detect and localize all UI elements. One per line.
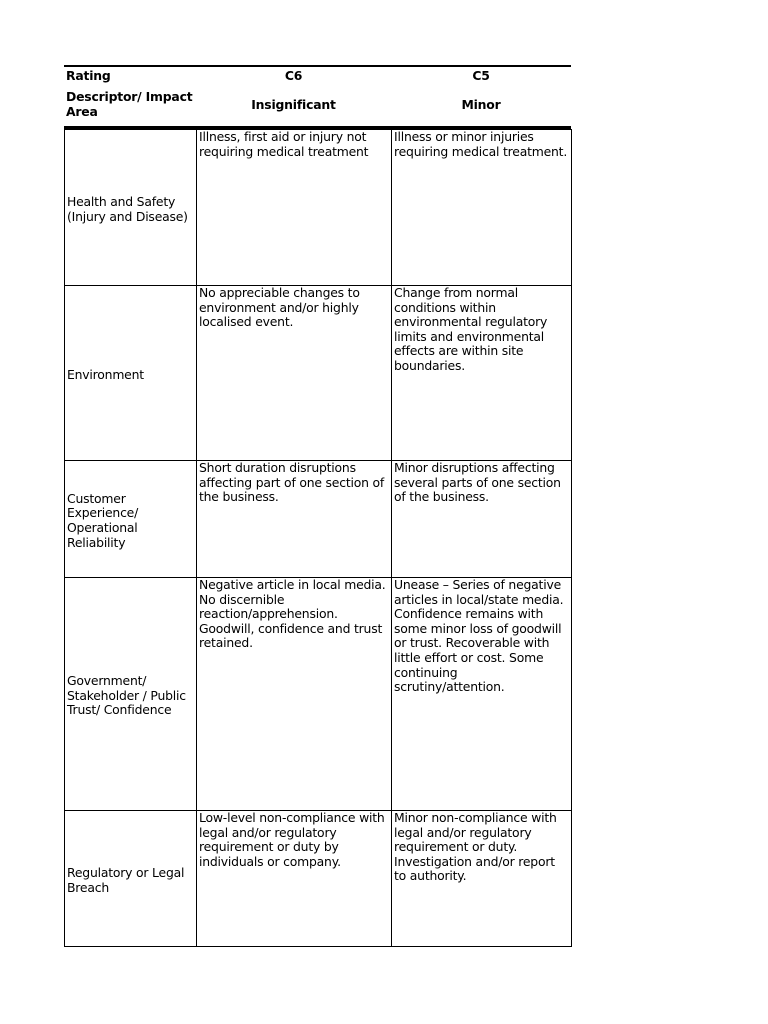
level-minor: Minor	[461, 97, 501, 112]
rating-c6: C6	[284, 68, 303, 83]
impact-area: Environment	[65, 286, 197, 461]
level-insignificant: Insignificant	[251, 97, 336, 112]
minor-description: Illness or minor injuries requiring medical treatment.	[392, 130, 572, 286]
descriptor-label: Descriptor/ Impact Area	[66, 89, 193, 119]
table-row	[65, 578, 572, 811]
impact-area: Regulatory or Legal Breach	[65, 811, 197, 947]
impact-area: Customer Experience/ Operational Reliability	[65, 461, 197, 578]
table-row	[65, 811, 572, 947]
table-row	[65, 461, 572, 578]
insignificant-description: Low-level non-compliance with legal and/or regulatory requirement or duty by individuals or company.	[197, 811, 392, 947]
minor-description: Unease – Series of negative articles in local/state media. Confidence remains with some minor loss of goodwill or trust. Recoverable with little effort or cost. Some continuing scrutiny/attention.	[392, 578, 572, 811]
insignificant-description: Short duration disruptions affecting part of one section of the business.	[197, 461, 392, 578]
insignificant-description: Negative article in local media. No discernible reaction/apprehension. Goodwill, confidence and trust retained.	[197, 578, 392, 811]
table-header	[64, 65, 571, 129]
impact-table	[64, 129, 572, 947]
insignificant-description: Illness, first aid or injury not requiring medical treatment	[197, 130, 392, 286]
rating-label: Rating	[66, 68, 111, 83]
table-row	[65, 130, 572, 286]
minor-description: Minor disruptions affecting several parts of one section of the business.	[392, 461, 572, 578]
minor-description: Minor non-compliance with legal and/or regulatory requirement or duty. Investigation and/or report to authority.	[392, 811, 572, 947]
impact-area: Health and Safety (Injury and Disease)	[65, 130, 197, 286]
rating-c5: C5	[472, 68, 490, 83]
insignificant-description: No appreciable changes to environment and/or highly localised event.	[197, 286, 392, 461]
impact-area: Government/ Stakeholder / Public Trust/ Confidence	[65, 578, 197, 811]
minor-description: Change from normal conditions within environmental regulatory limits and environmental effects are within site boundaries.	[392, 286, 572, 461]
risk-rating-sheet	[64, 65, 571, 947]
table-row	[65, 286, 572, 461]
